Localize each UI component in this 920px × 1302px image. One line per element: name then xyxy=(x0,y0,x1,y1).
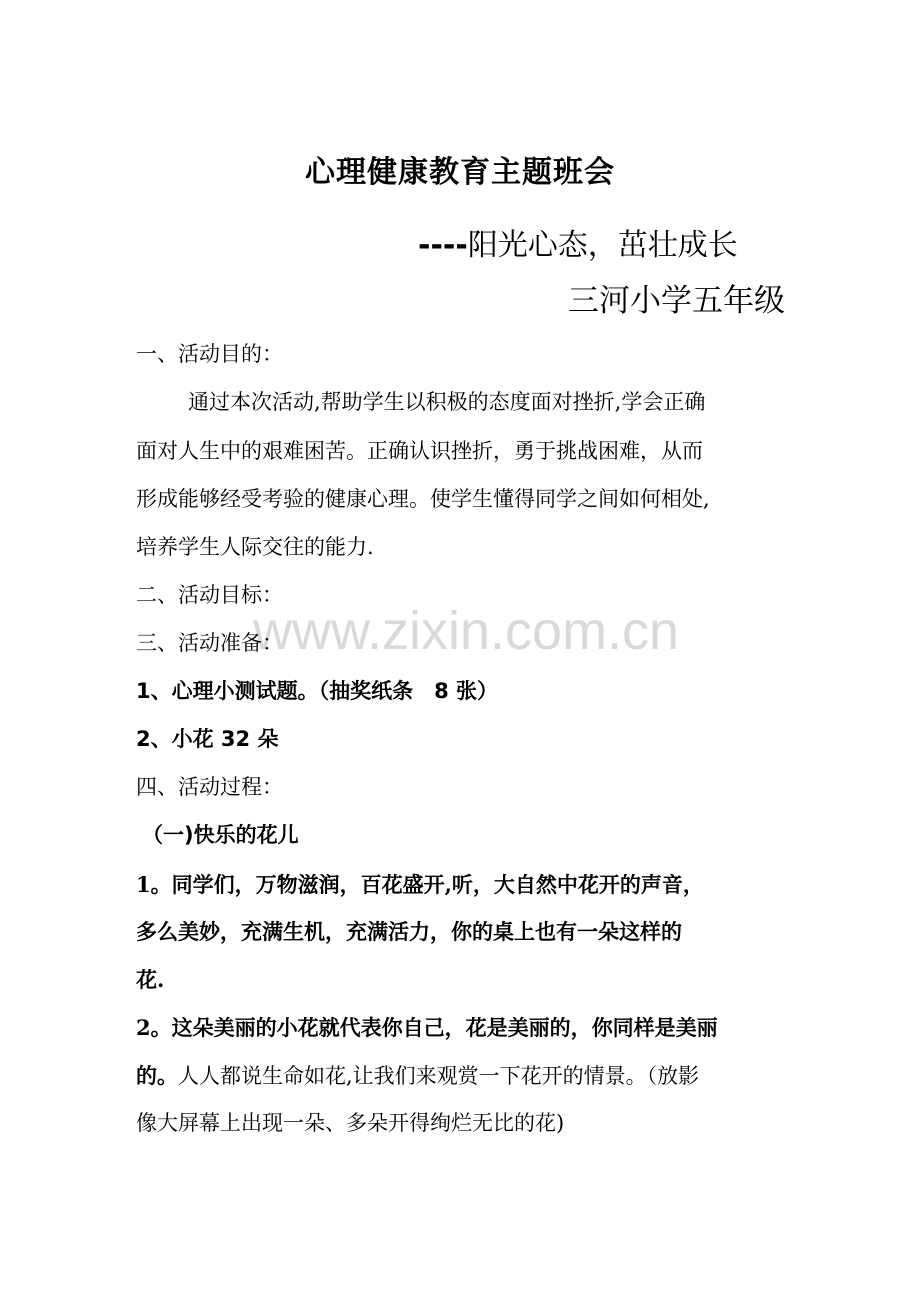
section-4-paragraph-1-line-1: 1。同学们，万物滋润，百花盛开,听，大自然中花开的声音， xyxy=(136,872,704,897)
section-1-paragraph-line-1: 通过本次活动,帮助学生以积极的态度面对挫折,学会正确 xyxy=(188,390,706,414)
subtitle-text: 阳光心态，茁壮成长 xyxy=(467,228,738,263)
section-3-item-1: 1、心理小测试题。（抽奖纸条 8 张） xyxy=(136,679,499,703)
document-subtitle xyxy=(418,228,738,263)
subtitle-dash: ---- xyxy=(418,228,468,263)
section-2-heading: 二、活动目标： xyxy=(136,583,283,607)
section-4-paragraph-1-line-2: 多么美妙，充满生机，充满活力，你的桌上也有一朵这样的 xyxy=(136,919,682,944)
section-4-paragraph-2-line-3: 像大屏幕上出现一朵、多朵开得绚烂无比的花) xyxy=(136,1111,565,1135)
section-1-heading: 一、活动目的： xyxy=(136,342,283,366)
section-3-heading: 三、活动准备： xyxy=(136,631,283,655)
paragraph-2-rest: 人人都说生命如花,让我们来观赏一下花开的情景。（放影 xyxy=(178,1064,700,1088)
section-4-paragraph-2-line-1: 2。这朵美丽的小花就代表你自己，花是美丽的，你同样是美丽 xyxy=(136,1015,718,1040)
section-4-subheading: （一)快乐的花儿 xyxy=(142,823,299,847)
section-4-heading: 四、活动过程： xyxy=(136,775,283,799)
school-name: 三河小学五年级 xyxy=(568,283,785,319)
section-4-paragraph-1-line-3: 花. xyxy=(136,967,165,992)
section-4-paragraph-2-line-2 xyxy=(136,1065,699,1087)
paragraph-2-bold-lead: 的。 xyxy=(136,1063,178,1088)
section-1-paragraph-line-4: 培养学生人际交往的能力. xyxy=(136,535,374,559)
section-3-item-2: 2、小花 32 朵 xyxy=(136,727,279,751)
watermark: www.zixin.com.cn xyxy=(253,601,680,661)
section-1-paragraph-line-2: 面对人生中的艰难困苦。正确认识挫折，勇于挑战困难，从而 xyxy=(136,439,703,463)
document-title: 心理健康教育主题班会 xyxy=(305,155,615,190)
section-1-paragraph-line-3: 形成能够经受考验的健康心理。使学生懂得同学之间如何相处, xyxy=(136,487,710,511)
